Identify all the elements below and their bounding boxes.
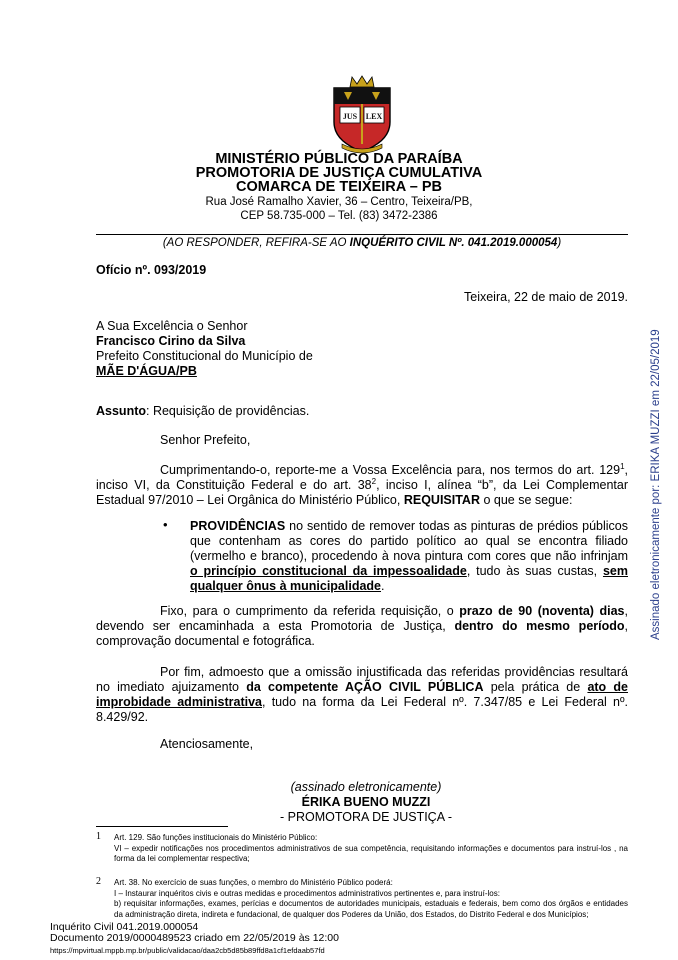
footnote-1-number: 1 [96, 831, 101, 842]
header-institution: MINISTÉRIO PÚBLICO DA PARAÍBA [215, 151, 463, 167]
document-date: Teixeira, 22 de maio de 2019. [464, 290, 628, 304]
coat-of-arms-icon [330, 74, 394, 156]
header-divider [96, 234, 628, 235]
recipient-name: Francisco Cirino da Silva [96, 334, 246, 348]
subject-line: Assunto: Requisição de providências. [96, 404, 310, 418]
recipient-greeting: A Sua Excelência o Senhor [96, 319, 248, 333]
reference-line: (AO RESPONDER, REFIRA-SE AO INQUÉRITO CIVIL Nº. 041.2019.000054) [162, 237, 562, 249]
header-cep: CEP 58.735-000 – Tel. (83) 3472-2386 [240, 210, 438, 222]
closing: Atenciosamente, [160, 737, 254, 751]
footnote-divider [96, 826, 228, 827]
electronic-signature-stamp: Assinado eletronicamente por: ERIKA MUZZI em 22/05/2019 [650, 329, 662, 640]
paragraph-3: Por fim, admoesto que a omissão injustificada das referidas providências resultará no imediato ajuizamento da competente AÇÃO CIVIL PÚBLICA pela prática de ato de improbidade administrativa, tudo na forma da Lei Federal nº. 7.347/85 e Lei Federal nº. 8.429/92. [96, 665, 629, 724]
recipient-block [96, 319, 313, 379]
recipient-city: MÃE D'ÁGUA/PB [96, 364, 197, 378]
header-promotoria: PROMOTORIA DE JUSTIÇA CUMULATIVA [195, 165, 483, 181]
footnote-2-number: 2 [96, 876, 101, 887]
salutation: Senhor Prefeito, [160, 433, 251, 447]
footer-inquerito: Inquérito Civil 041.2019.000054 [50, 921, 199, 933]
signature-role: - PROMOTORA DE JUSTIÇA - [279, 810, 452, 824]
bullet-item: PROVIDÊNCIAS no sentido de remover todas as pinturas de prédios públicos que contenham as cores do partido político ao qual se encontra filiado (vermelho e branco), procedendo à nova pintura com cores que não infrinjam o princípio constitucional da impessoalidade, tudo às suas custas, sem qualquer ônus à municipalidade. [190, 519, 628, 593]
header-address: Rua José Ramalho Xavier, 36 – Centro, Teixeira/PB, [205, 196, 473, 208]
footnote-2: Art. 38. No exercício de suas funções, o membro do Ministério Público poderá: I – Instaurar inquéritos civis e outras medidas e procedimentos administrativos pertinentes e, para instruí-los: b) requisitar informações, exames, perícias e documentos de autoridades municipais, estaduais e federais, bem como dos órgãos e entidades da administração direta, indireta e fundacional, de qualquer dos Poderes da União, dos Estados, do Distrito Federal e dos Municípios; [114, 878, 628, 919]
signature-name: ÉRIKA BUENO MUZZI [301, 795, 431, 809]
svg-text:JUS: JUS [342, 112, 358, 121]
footer-validation-link[interactable]: https://mpvirtual.mppb.mp.br/public/validacao/daa2cb5d85b89ffd8a1cf1efdaab57fd [50, 946, 325, 955]
signature-block [96, 780, 636, 825]
oficio-number: Ofício nº. 093/2019 [96, 263, 207, 277]
recipient-title: Prefeito Constitucional do Município de [96, 349, 313, 363]
signature-note: (assinado eletronicamente) [290, 780, 442, 794]
paragraph-1: Cumprimentando-o, reporte-me a Vossa Excelência para, nos termos do art. $129^1$, inciso VI, da Constituição Federal e do art. $38^2$, inciso I, alínea “b”, da Lei Complementar Estadual 97/2010 – Lei Orgânica do Ministério Público, REQUISITAR o que se segue: [96, 461, 628, 507]
paragraph-2: Fixo, para o cumprimento da referida requisição, o prazo de 90 (noventa) dias, devendo ser encaminhada a esta Promotoria de Justiça, dentro do mesmo período, comprovação documental e fotográfica. [96, 604, 628, 648]
header-comarca: COMARCA DE TEIXEIRA – PB [236, 179, 442, 195]
bullet-icon: • [163, 517, 168, 532]
svg-text:LEX: LEX [365, 112, 383, 121]
footnote-1: Art. 129. São funções institucionais do Ministério Público: VI – expedir notificações nos procedimentos administrativos de sua competência, requisitando informações e documentos para instruí-los , na forma da lei complementar respectiva; [114, 833, 628, 863]
footer-document: Documento 2019/0000489523 criado em 22/05/2019 às 12:00 [50, 932, 339, 944]
